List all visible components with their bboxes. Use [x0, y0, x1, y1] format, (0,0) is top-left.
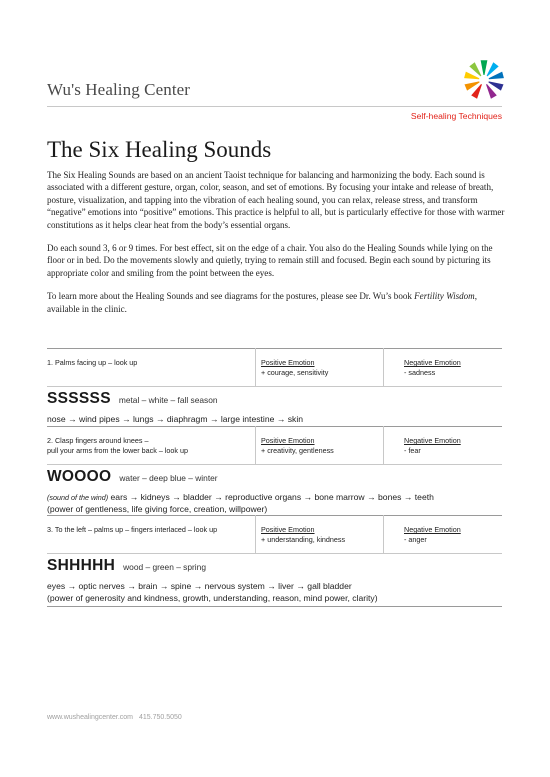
- organ-pathway: [47, 581, 502, 605]
- book-title: Fertility Wisdom: [414, 291, 475, 302]
- posture-line: 3. To the left – palms up – fingers interlaced – look up: [47, 525, 218, 534]
- column-divider: [255, 426, 256, 464]
- negative-emotion-cell: [404, 358, 461, 377]
- column-divider: [383, 515, 384, 553]
- sound-associations: water – deep blue – winter: [119, 473, 218, 483]
- sound-section-wooo: [47, 426, 502, 512]
- negative-emotion-value: - anger: [404, 534, 427, 544]
- negative-emotion-value: - sadness: [404, 367, 436, 377]
- posture-instruction: [47, 436, 188, 455]
- pathway-line: eyes → optic nerves → brain → spine → nervous system → liver → gall bladder: [47, 581, 352, 591]
- posture-line: 1. Palms facing up – look up: [47, 358, 138, 367]
- brand-name: Wu's Healing Center: [47, 80, 191, 99]
- header-divider: [47, 106, 502, 107]
- sound-section-shh: [47, 515, 502, 601]
- positive-emotion-value: + creativity, gentleness: [261, 445, 334, 455]
- positive-emotion-value: + understanding, kindness: [261, 534, 346, 544]
- organ-pathway: [47, 492, 502, 516]
- sound-heading: [47, 390, 218, 408]
- sound-associations: wood – green – spring: [123, 562, 206, 572]
- sound-section-sss: [47, 348, 502, 434]
- sound-heading: [47, 468, 218, 486]
- positive-emotion-header: Positive Emotion: [261, 358, 315, 367]
- pathway-line: (power of gentleness, life giving force, creation, willpower): [47, 503, 268, 514]
- row-divider: [47, 553, 502, 554]
- sound-name: WOOOO: [47, 468, 112, 485]
- negative-emotion-header: Negative Emotion: [404, 358, 461, 367]
- intro-paragraph: The Six Healing Sounds are based on an ancient Taoist technique for balancing and harmonizing the body. Each sound is associated with a different gesture, organ, color, season, and set of emotions. By focusing your intake and release of breath, posture, visualization, and tapping into the vibration of each healing sound, you can relax, release stress, and transform “negative” emotions into “positive” emotions. This practice is helpful to all, but is particularly effective for those with warmer constitutions as it helps clear heat from the body’s essential organs.: [47, 170, 505, 230]
- sound-note: (sound of the wind): [47, 493, 109, 502]
- negative-emotion-value: - fear: [404, 445, 421, 455]
- footer-divider: [47, 606, 502, 607]
- logo-petal: [481, 60, 488, 75]
- sound-info-row: [47, 515, 502, 553]
- sound-heading: [47, 557, 206, 575]
- column-divider: [255, 515, 256, 553]
- footer-phone: 415.750.5050: [139, 714, 182, 721]
- sound-associations: metal – white – fall season: [118, 395, 218, 405]
- pathway-line: (power of generosity and kindness, growth, understanding, reason, mind power, clarity): [47, 592, 378, 603]
- column-divider: [255, 348, 256, 386]
- pathway-text: ears → kidneys → bladder → reproductive organs → bone marrow → bones → teeth: [110, 492, 434, 502]
- row-divider: [47, 386, 502, 387]
- positive-emotion-cell: [261, 525, 345, 544]
- positive-emotion-header: Positive Emotion: [261, 525, 315, 534]
- sound-info-row: [47, 348, 502, 386]
- page-title: The Six Healing Sounds: [47, 137, 272, 162]
- column-divider: [383, 348, 384, 386]
- posture-instruction: [47, 358, 137, 368]
- intro-text-span: To learn more about the Healing Sounds and see diagrams for the postures, please see Dr. Wu’s book: [47, 291, 415, 302]
- positive-emotion-cell: [261, 436, 334, 455]
- negative-emotion-header: Negative Emotion: [404, 436, 461, 445]
- negative-emotion-header: Negative Emotion: [404, 525, 461, 534]
- row-divider: [47, 464, 502, 465]
- posture-line: 2. Clasp fingers around knees –: [47, 436, 149, 445]
- intro-paragraph: [47, 290, 505, 315]
- footer: [47, 714, 182, 721]
- negative-emotion-cell: [404, 436, 461, 455]
- organ-pathway: [47, 414, 502, 426]
- pathway-line: [47, 492, 502, 504]
- negative-emotion-cell: [404, 525, 461, 544]
- positive-emotion-cell: [261, 358, 328, 377]
- sound-name: SSSSSS: [47, 390, 111, 407]
- posture-line: pull your arms from the lower back – look up: [47, 445, 189, 455]
- positive-emotion-header: Positive Emotion: [261, 436, 315, 445]
- posture-instruction: [47, 525, 217, 535]
- intro-paragraph: Do each sound 3, 6 or 9 times. For best effect, sit on the edge of a chair. You also do the Healing Sounds while lying on the floor or in bed. Do the movements slowly and quietly, trying to remain still and focused. Begin each sound by picturing its appropriate color and smiling from the point between the eyes.: [47, 243, 493, 278]
- lotus-logo-icon: [461, 57, 507, 103]
- intro-text-span: , available in the clinic.: [47, 291, 477, 314]
- pathway-line: nose → wind pipes → lungs → diaphragm → large intestine → skin: [47, 414, 304, 424]
- column-divider: [383, 426, 384, 464]
- positive-emotion-value: + courage, sensitivity: [261, 367, 329, 377]
- sound-info-row: [47, 426, 502, 464]
- sound-name: SHHHHH: [47, 557, 116, 574]
- footer-website[interactable]: www.wushealingcenter.com: [47, 714, 133, 721]
- section-label: Self-healing Techniques: [410, 111, 502, 121]
- intro-text: [47, 169, 505, 326]
